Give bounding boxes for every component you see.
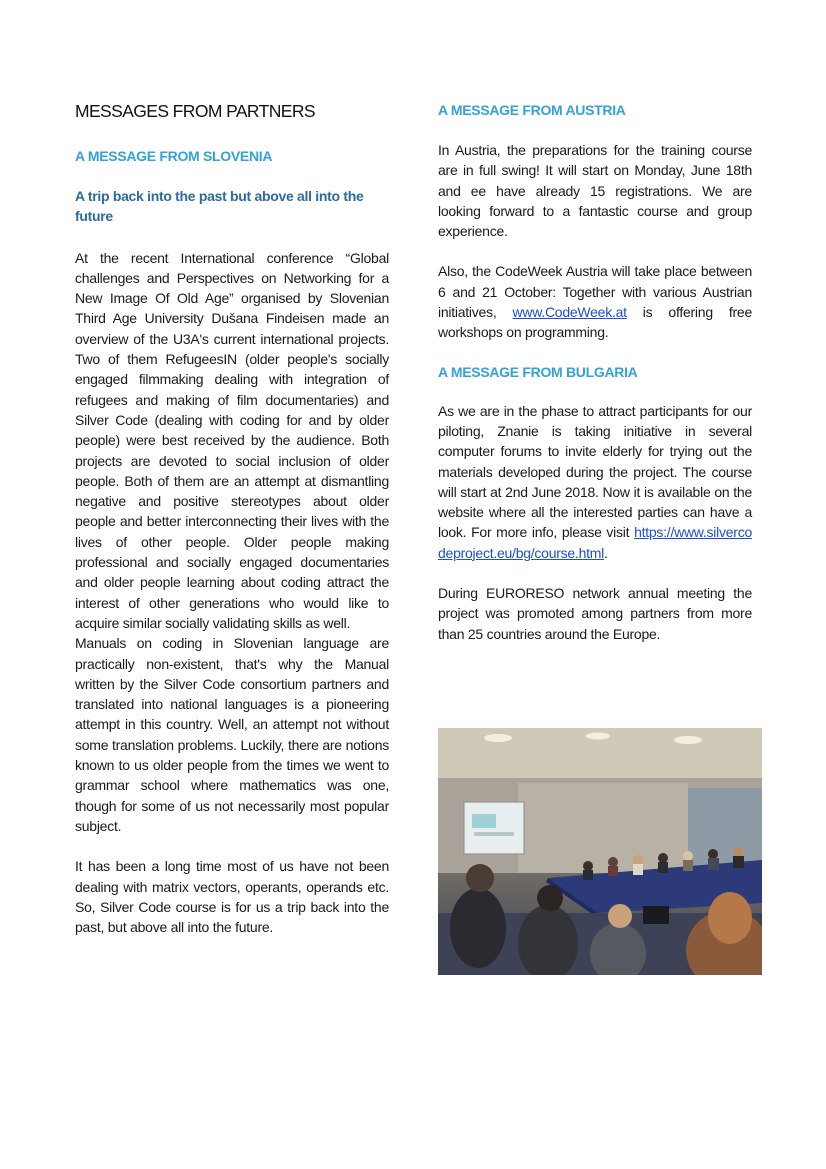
bulgaria-heading: A MESSAGE FROM BULGARIA [438, 363, 638, 380]
slovenia-subheading: A trip back into the past but above all into the future [75, 188, 364, 225]
austria-paragraph-1: In Austria, the preparations for the training course are in full swing! It will start on Monday, June 18th and ee have already 15 registrations. We are looking forward to a fantastic course and group experience. [438, 142, 752, 240]
bulgaria-paragraph-1 [438, 401, 752, 563]
silvercode-course-link[interactable]: https://www.silvercodeproject.eu/bg/course.html [438, 524, 752, 561]
slovenia-heading: A MESSAGE FROM SLOVENIA [75, 148, 273, 164]
meeting-photo-illustration [438, 728, 762, 975]
slovenia-paragraph-3: It has been a long time most of us have not been dealing with matrix vectors, operants, operands etc. So, Silver Code course is for us a trip back into the past, but above all into the future. [75, 858, 389, 936]
spacer [75, 836, 389, 856]
meeting-photo [438, 728, 762, 975]
spacer [438, 343, 752, 363]
spacer [438, 563, 752, 583]
codeweek-link[interactable]: www.CodeWeek.at [512, 304, 627, 321]
bulgaria-text-a: As we are in the phase to attract participants for our piloting, Znanie is taking initiative in several computer forums to invite elderly for trying out the materials developed during the project. The course will start at 2nd June 2018. Now it is available on the website where all the interested parties can have a look. For more info, please visit [438, 402, 752, 541]
right-column [438, 101, 752, 644]
slovenia-paragraph-1: At the recent International conference “Global challenges and Perspectives on Networking for a New Image Of Old Age” organised by Slovenian Third Age University Dušana Findeisen made an overview of the U3A's current international projects. Two of them RefugeesIN (older people's socially engaged filmmaking dealing with integration of refugees and making of film documentaries) and Silver Code (dealing with coding for and by older people) were best received by the audience. Both projects are devoted to social inclusion of older people. Both of them are an attempt at dismantling negative and positive stereotypes about older people and better interconnecting their lives with the lives of other people. Older people making professional and socially engaged documentaries and older people learning about coding attract the interest of other generations who would like to acquire similar socially validating skills as well. [75, 249, 389, 631]
slovenia-paragraph-2: Manuals on coding in Slovenian language are practically non-existent, that's why the Manual written by the Silver Code consortium partners and translated into national languages is a pioneering attempt in this country. Well, an attempt not without some translation problems. Luckily, there are notions known to us older people from the times we went to grammar school where mathematics was one, though for some of us not necessarily most popular subject. [75, 635, 389, 834]
austria-paragraph-2 [438, 261, 752, 342]
austria-text-b: is offering free workshops on programming. [438, 304, 752, 341]
austria-text-a: Also, the CodeWeek Austria will take place between 6 and 21 October: Together with various Austrian initiatives, [438, 263, 752, 321]
bulgaria-paragraph-2: During EURORESO network annual meeting the project was promoted among partners from more than 25 countries around the Europe. [438, 585, 752, 642]
austria-heading: A MESSAGE FROM AUSTRIA [438, 102, 626, 118]
spacer [438, 241, 752, 261]
left-column [75, 100, 389, 937]
page-title: MESSAGES FROM PARTNERS [75, 101, 315, 121]
bulgaria-text-b: . [604, 544, 608, 561]
